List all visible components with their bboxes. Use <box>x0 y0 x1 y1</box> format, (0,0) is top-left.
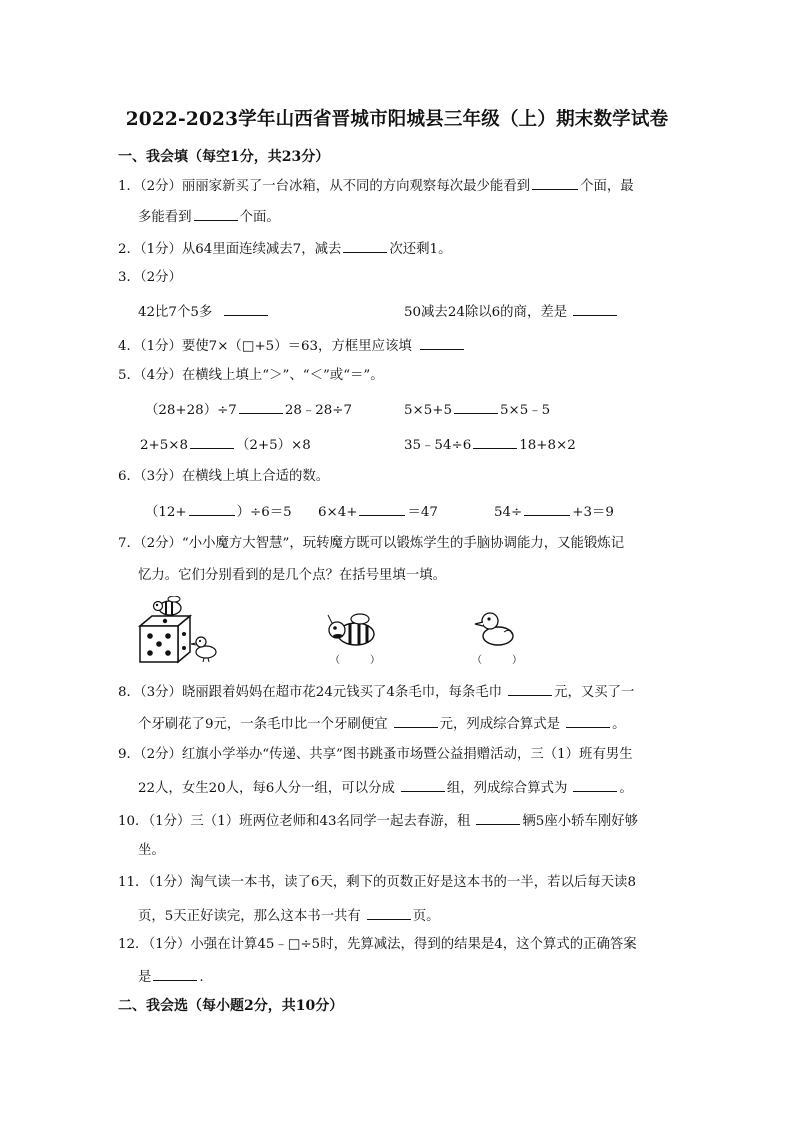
question-6: 6．（3分）在横线上填上合适的数。 <box>118 469 330 484</box>
dice-icon <box>140 616 190 662</box>
question-8: 8．（3分）晓丽跟着妈妈在超市花24元钱买了4条毛巾，每条毛巾 元，又买了一 <box>118 681 634 703</box>
bee-icon <box>328 614 374 645</box>
answer-paren-1[interactable]: （ ） <box>330 655 380 666</box>
question-11-cont: 页，5天正好读完，那么这本书一共有 页。 <box>138 905 440 927</box>
section-2-heading: 二、我会选（每小题2分，共10分） <box>118 998 344 1014</box>
answer-blank[interactable] <box>367 905 411 920</box>
answer-blank[interactable] <box>224 301 268 316</box>
question-1-cont: 多能看到 个面。 <box>138 206 280 228</box>
question-6-part2: 6×4+ ＝47 <box>318 501 438 523</box>
question-11: 11．（1分）淘气读一本书，读了6天，剩下的页数正好是这本书的一半，若以后每天读8 <box>118 875 636 890</box>
question-8-cont: 个牙刷花了9元，一条毛巾比一个牙刷便宜 元，列成综合算式是 。 <box>138 713 625 735</box>
question-1: 1．（2分）丽丽家新买了一台冰箱，从不同的方向观察每次最少能看到 个面，最 <box>118 175 634 197</box>
page-title: 2022-2023学年山西省晋城市阳城县三年级（上）期末数学试卷 <box>125 109 669 130</box>
question-3-right: 50减去24除以6的商，差是 <box>404 301 619 323</box>
bee-icon <box>154 596 182 615</box>
answer-blank[interactable] <box>401 777 445 792</box>
answer-blank[interactable] <box>476 810 520 825</box>
question-10: 10．（1分）三（1）班两位老师和43名同学一起去春游，租 辆5座小轿车刚好够 <box>118 810 638 832</box>
answer-blank[interactable] <box>566 713 610 728</box>
answer-blank[interactable] <box>343 238 387 253</box>
answer-blank[interactable] <box>573 777 617 792</box>
question-4: 4．（1分）要使7×（□+5）＝63，方框里应该填 <box>118 335 466 357</box>
answer-blank[interactable] <box>573 301 617 316</box>
answer-paren-2[interactable]: （ ） <box>472 655 522 666</box>
question-5-row2-right: 35﹣54÷6 18+8×2 <box>404 434 576 456</box>
question-6-part1: （12+ ）÷6＝5 <box>145 501 292 523</box>
question-3: 3．（2分） <box>118 270 182 285</box>
question-12: 12．（1分）小强在计算45﹣□÷5时，先算减法，得到的结果是4，这个算式的正确答案 <box>118 937 637 952</box>
answer-blank[interactable] <box>532 175 578 190</box>
question-6-part3: 54÷ +3＝9 <box>494 501 614 523</box>
question-5-row1-left: （28+28）÷7 28﹣28÷7 <box>145 399 352 421</box>
answer-blank[interactable] <box>153 966 197 981</box>
question-9-cont: 22人，女生20人，每6人分一组，可以分成 组，列成综合算式为 。 <box>138 777 633 799</box>
question-2: 2．（1分）从64里面连续减去7，减去 次还剩1。 <box>118 238 451 260</box>
question-12-cont: 是 . <box>138 966 204 988</box>
answer-blank[interactable] <box>194 206 238 221</box>
answer-blank[interactable] <box>359 501 405 516</box>
section-1-heading: 一、我会填（每空1分，共23分） <box>118 149 330 165</box>
answer-blank[interactable] <box>508 681 552 696</box>
question-5-row2-left: 2+5×8 （2+5）×8 <box>140 434 311 456</box>
answer-blank[interactable] <box>454 399 498 414</box>
question-3-left: 42比7个5多 <box>138 301 270 323</box>
answer-blank[interactable] <box>420 335 464 350</box>
answer-blank[interactable] <box>239 399 283 414</box>
duck-icon <box>475 613 513 645</box>
question-7-cont: 忆力。它们分别看到的是几个点？在括号里填一填。 <box>138 568 446 583</box>
question-7: 7．（2分）“小小魔方大智慧”，玩转魔方既可以锻炼学生的手脑协调能力，又能锻炼记 <box>118 536 625 551</box>
question-5: 5．（4分）在横线上填上“＞”、“＜”或“＝”。 <box>118 368 384 383</box>
question-10-cont: 坐。 <box>138 843 165 858</box>
answer-blank[interactable] <box>524 501 570 516</box>
answer-blank[interactable] <box>473 434 517 449</box>
question-9: 9．（2分）红旗小学举办“传递、共享”图书跳蚤市场暨公益捐赠活动，三（1）班有男生 <box>118 747 633 762</box>
duck-icon <box>191 637 216 662</box>
answer-blank[interactable] <box>190 434 234 449</box>
question-5-row1-right: 5×5+5 5×5﹣5 <box>404 399 550 421</box>
answer-blank[interactable] <box>189 501 235 516</box>
answer-blank[interactable] <box>394 713 438 728</box>
